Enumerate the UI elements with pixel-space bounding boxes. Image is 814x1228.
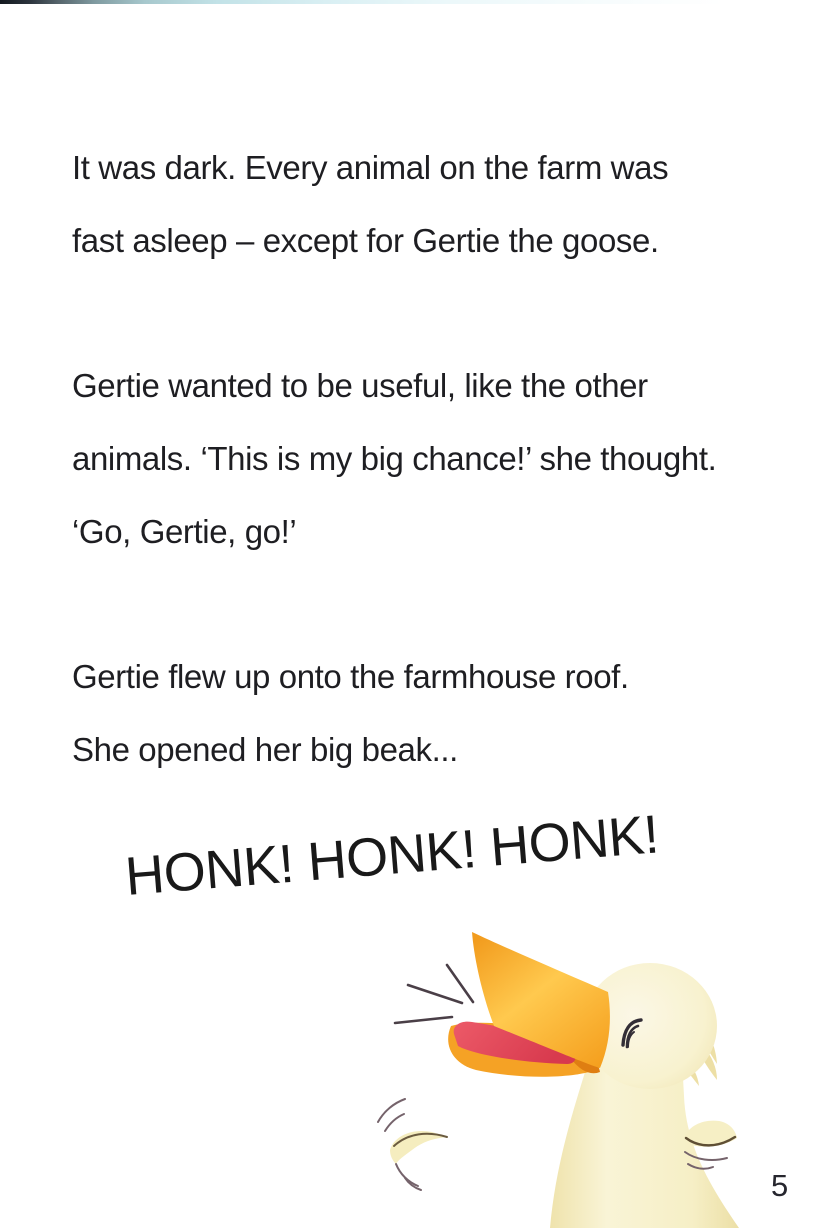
story-line: ‘Go, Gertie, go!’ xyxy=(72,513,297,550)
story-line: She opened her big beak... xyxy=(72,731,458,768)
story-line: fast asleep – except for Gertie the goose. xyxy=(72,222,659,259)
paragraph-2 xyxy=(72,349,814,568)
goose-illustration xyxy=(354,898,814,1228)
paragraph-1 xyxy=(72,131,814,277)
story-line: Gertie flew up onto the farmhouse roof. xyxy=(72,658,629,695)
honk-shout-text: HONK! HONK! HONK! xyxy=(123,804,661,908)
sound-lines-icon xyxy=(395,965,473,1023)
story-line: It was dark. Every animal on the farm was xyxy=(72,149,669,186)
page-number: 5 xyxy=(771,1168,789,1203)
paragraph-3 xyxy=(72,640,814,786)
story-line: animals. ‘This is my big chance!’ she thought. xyxy=(72,440,717,477)
scan-edge-artifact xyxy=(0,0,724,4)
story-text xyxy=(72,131,814,858)
story-line: Gertie wanted to be useful, like the other xyxy=(72,367,648,404)
goose-left-wing xyxy=(378,1099,448,1190)
